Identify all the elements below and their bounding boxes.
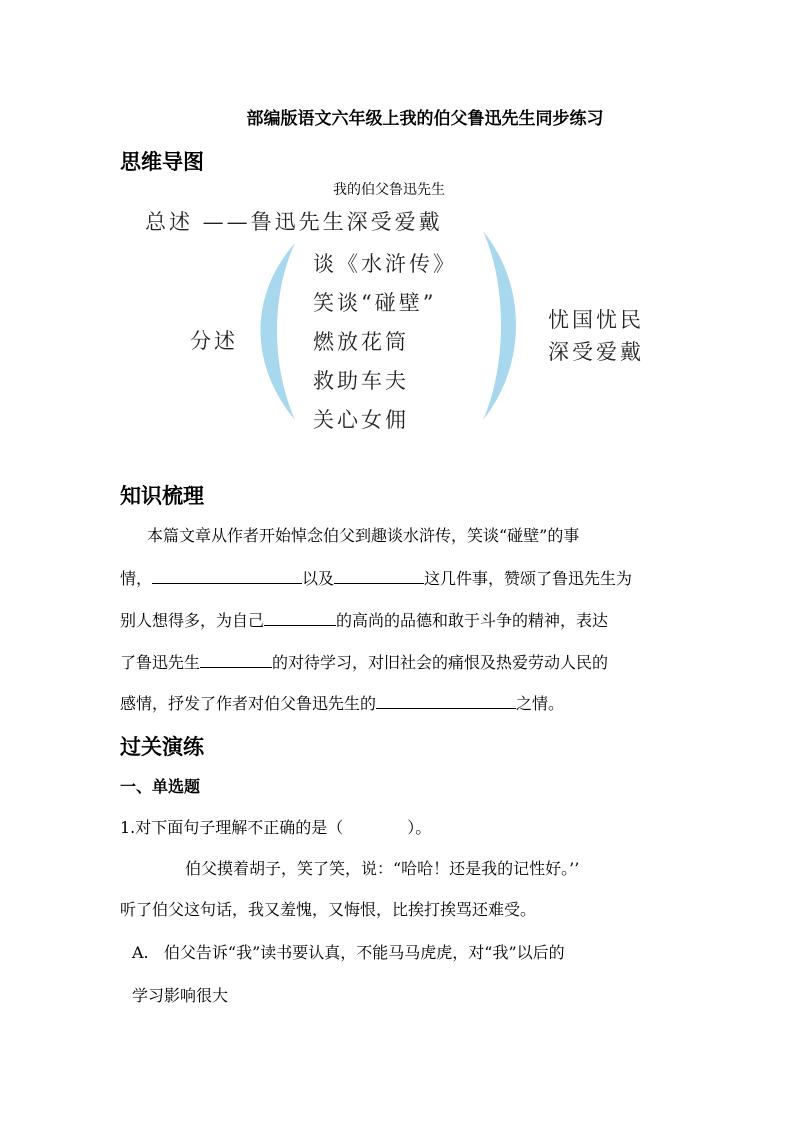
option-a-text: 伯父告诉“我”读书要认真，不能马马虎虎，对“我”以后的 [163, 943, 565, 962]
mind-map-item: 笑谈“碰壁” [313, 291, 437, 315]
mind-map-heading: 思维导图 [120, 150, 204, 174]
text-segment: 了鲁迅先生 [120, 653, 201, 672]
mind-map-item: 燃放花筒 [313, 330, 409, 354]
right-bracket [483, 231, 516, 420]
mind-map-item: 救助车夫 [313, 369, 409, 393]
text-segment: 别人想得多，为自己 [120, 611, 265, 630]
document-title: 部编版语文六年级上我的伯父鲁迅先生同步练习 [246, 109, 604, 129]
left-bracket [261, 243, 296, 420]
question-1-stem: 1.对下面句子理解不正确的是（ ）。 [120, 818, 432, 837]
fill-blank[interactable] [334, 569, 424, 584]
text-segment: 的高尚的品德和敢于斗争的精神，表达 [336, 611, 609, 630]
text-segment: 感情，抒发了作者对伯父鲁迅先生的 [120, 694, 377, 713]
option-a[interactable] [132, 940, 565, 963]
fill-blank[interactable] [152, 569, 302, 584]
mind-map-center-title: 我的伯父鲁迅先生 [333, 182, 445, 198]
mind-map-branch-label: 分述 [190, 329, 238, 353]
knowledge-line-4 [120, 650, 608, 673]
fill-blank[interactable] [264, 611, 336, 626]
mind-map-conclusion: 忧国忧民 [548, 308, 644, 332]
text-segment: 情， [120, 569, 153, 588]
knowledge-line-1: 本篇文章从作者开始悼念伯父到趣谈水浒传，笑谈“碰壁”的事 [147, 526, 580, 545]
knowledge-line-3 [120, 608, 608, 631]
option-a-label: A. [132, 943, 149, 962]
knowledge-line-5 [120, 691, 564, 714]
fill-blank[interactable] [200, 653, 272, 668]
question-1-quote-line-2: 听了伯父这句话，我又羞愧，又悔恨，比挨打挨骂还难受。 [120, 900, 537, 919]
text-segment: 的对待学习，对旧社会的痛恨及热爱劳动人民的 [272, 653, 609, 672]
knowledge-heading: 知识梳理 [120, 484, 204, 508]
practice-heading: 过关演练 [120, 735, 204, 759]
text-segment: 这几件事，赞颂了鲁迅先生为 [424, 569, 633, 588]
fill-blank[interactable] [376, 694, 516, 709]
question-1-quote-line-1: 伯父摸着胡子，笑了笑，说：“哈哈！还是我的记性好。’’ [185, 859, 580, 878]
mind-map-item: 关心女佣 [313, 408, 409, 432]
section-heading: 一、单选题 [120, 777, 201, 796]
text-segment: 之情。 [516, 694, 565, 713]
mind-map-conclusion: 深受爱戴 [548, 340, 644, 364]
option-a-continued: 学习影响很大 [132, 986, 229, 1005]
mind-map-overview: 总述 ——鲁迅先生深受爱戴 [145, 210, 443, 234]
mind-map-item: 谈《水浒传》 [313, 252, 457, 276]
knowledge-line-2 [120, 566, 632, 589]
text-segment: 以及 [302, 569, 335, 588]
